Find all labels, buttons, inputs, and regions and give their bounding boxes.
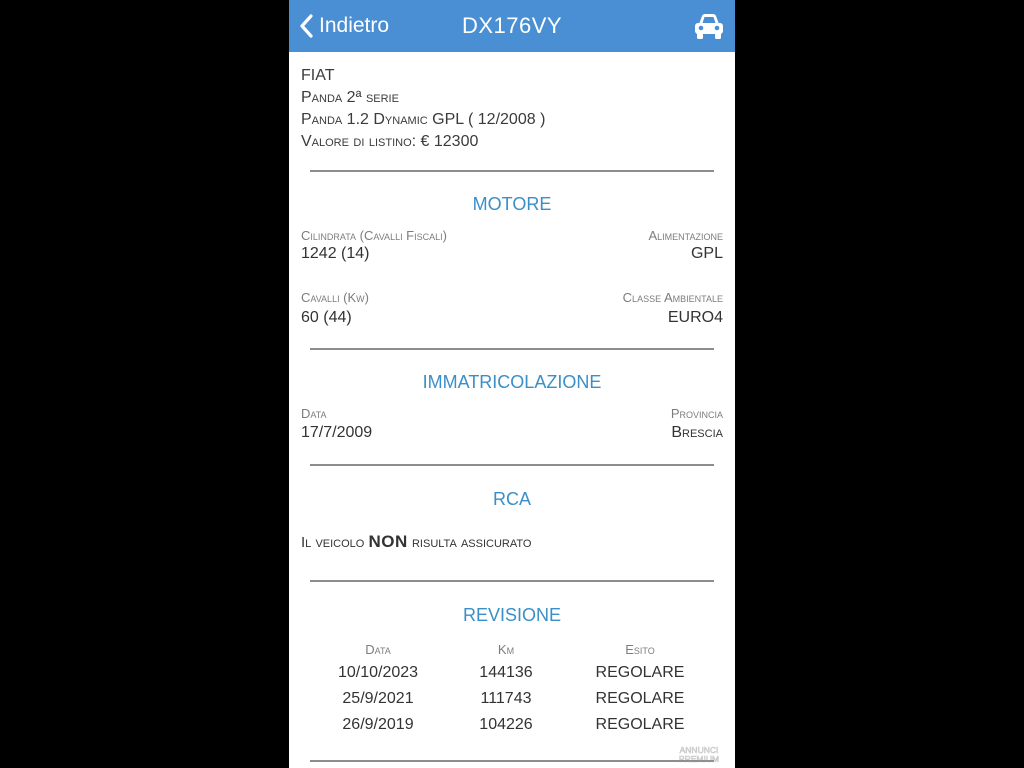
cavalli-label: Cavalli (Kw) xyxy=(301,290,370,305)
rca-status-badge: NON xyxy=(368,532,408,551)
section-title-motore: MOTORE xyxy=(472,194,552,214)
nav-bar xyxy=(289,0,735,52)
app-screen xyxy=(289,0,735,768)
vehicle-list-price: Valore di listino: € 12300 xyxy=(301,133,479,150)
cilindrata-label: Cilindrata (Cavalli Fiscali) xyxy=(301,228,447,243)
divider xyxy=(310,464,714,466)
rca-status-text xyxy=(301,532,531,552)
classe-ambientale-value: EURO4 xyxy=(667,309,723,326)
provincia-value: Brescia xyxy=(671,424,723,441)
revisione-date: 10/10/2023 xyxy=(337,664,419,681)
back-button[interactable] xyxy=(299,10,389,42)
page-title: DX176VY xyxy=(461,13,563,38)
revisione-esito: REGOLARE xyxy=(595,664,685,681)
section-title-revisione: REVISIONE xyxy=(462,605,562,625)
data-immatricolazione-label: Data xyxy=(301,406,327,421)
svg-text:PREMIUM: PREMIUM xyxy=(678,754,720,764)
chevron-left-icon xyxy=(299,14,313,38)
cilindrata-value: 1242 (14) xyxy=(301,245,370,262)
vehicle-version: Panda 1.2 Dynamic GPL ( 12/2008 ) xyxy=(301,111,546,128)
divider xyxy=(310,760,714,762)
rca-text-after: risulta assicurato xyxy=(407,534,532,551)
alimentazione-label: Alimentazione xyxy=(648,228,723,243)
cavalli-value: 60 (44) xyxy=(301,309,352,326)
revisione-esito: REGOLARE xyxy=(595,690,685,707)
back-label: Indietro xyxy=(319,14,390,37)
revisione-date: 25/9/2021 xyxy=(342,690,414,707)
column-header-data: Data xyxy=(365,642,391,657)
column-header-km: Km xyxy=(497,642,515,657)
provincia-label: Provincia xyxy=(670,406,723,421)
rca-text-before: Il veicolo xyxy=(301,534,369,551)
divider xyxy=(310,580,714,582)
vehicle-info xyxy=(301,65,545,153)
revisione-km: 104226 xyxy=(479,716,533,733)
alimentazione-value: GPL xyxy=(690,245,723,262)
data-immatricolazione-value: 17/7/2009 xyxy=(301,424,373,441)
vehicle-model: Panda 2ª serie xyxy=(301,89,399,106)
classe-ambientale-label: Classe Ambientale xyxy=(622,290,723,305)
vehicle-make: FIAT xyxy=(301,67,335,84)
divider xyxy=(310,170,714,172)
section-title-immatricolazione: IMMATRICOLAZIONE xyxy=(422,372,602,392)
car-icon[interactable] xyxy=(693,11,725,41)
revisione-km: 144136 xyxy=(479,664,533,681)
watermark-logo xyxy=(671,744,727,764)
revisione-esito: REGOLARE xyxy=(595,716,685,733)
divider xyxy=(310,348,714,350)
column-header-esito: Esito xyxy=(625,642,655,657)
revisione-date: 26/9/2019 xyxy=(342,716,414,733)
section-title-rca: RCA xyxy=(492,489,531,509)
svg-text:ANNUNCI: ANNUNCI xyxy=(679,745,719,755)
revisione-km: 111743 xyxy=(480,690,532,707)
